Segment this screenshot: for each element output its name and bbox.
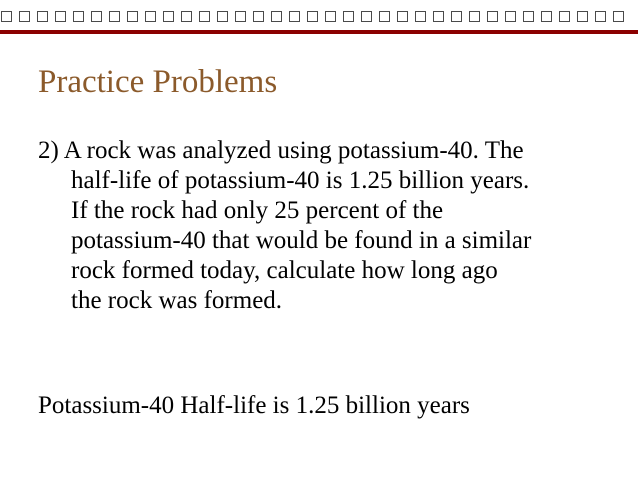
square-icon xyxy=(325,11,336,22)
square-icon xyxy=(199,11,210,22)
square-icon xyxy=(487,11,498,22)
square-icon xyxy=(127,11,138,22)
square-icon xyxy=(433,11,444,22)
slide-title: Practice Problems xyxy=(38,64,278,100)
header-divider-rule xyxy=(0,30,638,34)
square-icon xyxy=(451,11,462,22)
square-icon xyxy=(469,11,480,22)
square-icon xyxy=(1,11,12,22)
square-icon xyxy=(109,11,120,22)
square-icon xyxy=(577,11,588,22)
square-icon xyxy=(235,11,246,22)
square-icon xyxy=(613,11,624,22)
square-icon xyxy=(181,11,192,22)
square-icon xyxy=(145,11,156,22)
square-icon xyxy=(343,11,354,22)
problem-line: potassium-40 that would be found in a similar xyxy=(71,227,532,254)
problem-line: the rock was formed. xyxy=(71,287,283,314)
problem-line: If the rock had only 25 percent of the xyxy=(71,197,444,224)
square-icon xyxy=(217,11,228,22)
square-icon xyxy=(253,11,264,22)
square-icon xyxy=(595,11,606,22)
problem-line: 2) A rock was analyzed using potassium-40. The xyxy=(38,137,524,164)
square-icon xyxy=(397,11,408,22)
square-icon xyxy=(91,11,102,22)
square-icon xyxy=(379,11,390,22)
problem-line: rock formed today, calculate how long ago xyxy=(71,257,498,284)
problem-text xyxy=(38,136,613,316)
square-icon xyxy=(541,11,552,22)
square-icon xyxy=(559,11,570,22)
problem-line: half-life of potassium-40 is 1.25 billion years. xyxy=(71,167,530,194)
square-icon xyxy=(289,11,300,22)
square-icon xyxy=(19,11,30,22)
square-icon xyxy=(415,11,426,22)
square-icon xyxy=(55,11,66,22)
square-icon xyxy=(73,11,84,22)
square-icon xyxy=(505,11,516,22)
decorative-square-bar xyxy=(0,0,638,33)
square-icon xyxy=(163,11,174,22)
square-icon xyxy=(523,11,534,22)
square-icon xyxy=(307,11,318,22)
square-icon xyxy=(37,11,48,22)
square-icon xyxy=(361,11,372,22)
half-life-note: Potassium-40 Half-life is 1.25 billion years xyxy=(38,392,470,419)
square-icon xyxy=(271,11,282,22)
